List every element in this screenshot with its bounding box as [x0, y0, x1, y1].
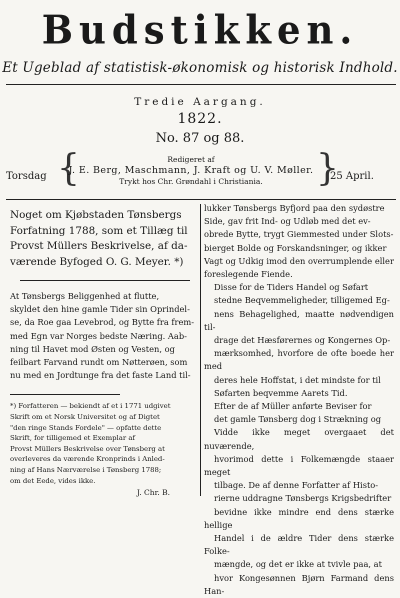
footnote-line: "den ringe Stands Fordele" — opfatte dette [10, 423, 162, 432]
text-line: lukker Tønsbergs Byfjord paa den sydøstre [204, 203, 385, 213]
right-brace: } [316, 148, 339, 189]
printer-line: Trykt hos Chr. Grøndahl i Christiania. [119, 177, 263, 186]
text-line: deres hele Hoffstat, i det mindste for til [214, 374, 381, 385]
footnote-line: Skrift om et Norsk Universitet og af Digtet [10, 413, 160, 422]
text-line: At Tønsbergs Beliggenhed at flutte, [10, 291, 160, 301]
masthead-subtitle: Et Ugeblad af statistisk-økonomisk og historisk Indhold. [2, 60, 398, 76]
text-line: foreslegende Fiende. [204, 269, 293, 280]
footnote-line: Skrift, for tilligemed et Exemplar af [10, 434, 135, 443]
text-line: mærksomhed, hvorfore de ofte boede her med [204, 348, 394, 372]
text-line: Side, gav frit Ind- og Udløb med det ev- [204, 216, 371, 227]
footnote-line: Provst Müllers Beskrivelse over Tønsberg at [10, 444, 165, 453]
text-line: stedne Beqvemmeligheder, tilligemed Eg- [214, 295, 390, 306]
text-line: bevidne ikke mindre end dens stærke hellige [204, 506, 394, 530]
text-line: Efter de af Müller anførte Beviser for [214, 401, 372, 412]
article-title-line: Forfatning 1788, som et Tillæg til [10, 224, 188, 237]
text-line: feilbart Farvand rundt om Nøtterøen, som [10, 357, 188, 368]
issue-date: 25 April. [330, 171, 374, 182]
footnote-signature: J. Chr. B. [136, 488, 170, 498]
footnote-line: *) Forfatteren — bekiendt af et i 1771 udgivet [10, 402, 171, 411]
article-paragraph [10, 290, 200, 382]
masthead-title: Budstikken. [41, 6, 359, 54]
text-line: obrede Bytte, trygt Giemmested under Slots- [204, 229, 394, 240]
publication-info [0, 149, 400, 199]
text-line: nu med en Jordtunge fra det faste Land til- [10, 370, 191, 381]
article-paragraph [204, 281, 394, 400]
editor-block [68, 155, 314, 186]
text-line: Vagt og Udkig imod den overrumplende eller [204, 255, 394, 266]
text-line: drage det Hæsførernes og Kongernes Op- [214, 335, 391, 346]
text-line: tilbage. De af denne Forfatter af Histo- [214, 480, 379, 491]
article-title-line: værende Byfoged O. G. Meyer. *) [10, 255, 184, 268]
editors-names: J. E. Berg, Maschmann, J. Kraft og U. V. Møller. [68, 165, 314, 176]
text-line: med Egn var Norges bedste Næring. Aab- [10, 330, 187, 341]
text-line: Vidde ikke meget overgaaet det nuværende, [204, 427, 394, 451]
text-line: se, da Roe gaa Levebrod, og Bytte fra frem- [10, 317, 195, 328]
text-line: hvorimod dette i Folkemængde staaer meget [204, 453, 394, 478]
text-line: hvor Kongesønnen Bjørn Farmand dens Han- [204, 572, 394, 596]
footnote-rule [10, 394, 120, 395]
text-line: rierne uddragne Tønsbergs Krigsbedrifter [214, 493, 392, 504]
footnote-line: ning af Hans Nærværelse i Tønsberg 1788; [10, 465, 162, 474]
volume-label: Tredie Aargang. [134, 96, 266, 108]
text-line: det gamle Tønsberg dog i Strækning og [214, 414, 382, 425]
issue-number: No. 87 og 88. [155, 131, 245, 146]
right-column [204, 202, 394, 598]
edited-by-label: Redigeret af [167, 155, 215, 164]
article-title [10, 208, 200, 270]
text-line: ning til Havet mod Østen og Vesten, og [10, 343, 175, 354]
text-line: skyldet den hine gamle Tider sin Oprindel- [10, 304, 190, 315]
title-rule [20, 280, 190, 281]
footnote-line: overleveres da værende Kronprinds i Anled- [10, 455, 165, 464]
column-divider [200, 204, 201, 496]
left-brace: { [57, 148, 80, 189]
article-paragraph [204, 202, 394, 281]
text-line: bierget Bolde og Forskandsninger, og ikker [204, 242, 387, 253]
article-title-line: Provst Müllers Beskrivelse, af da- [10, 240, 188, 252]
text-line: Handel i de ældre Tider dens stærke Folke- [204, 533, 394, 557]
text-line: Søfarten beqvemme Aarets Tid. [214, 387, 348, 398]
text-line: nens Behagelighed, maatte nødvendigen til- [204, 308, 394, 332]
footnote [10, 401, 200, 486]
weekday: Torsdag [6, 171, 47, 182]
article-title-line: Noget om Kjøbstaden Tønsbergs [10, 209, 182, 221]
year-label: 1822. [177, 111, 223, 127]
footnote-line: om det Eede, vides ikke. [10, 476, 96, 485]
left-column [10, 206, 200, 497]
header-bottom-rule [6, 199, 396, 200]
text-line: Disse for de Tiders Handel og Søfart [214, 282, 369, 293]
masthead-divider [6, 84, 396, 85]
article-paragraph [204, 400, 394, 598]
text-line: mængde, og det er ikke at tvivle paa, at [214, 559, 382, 570]
